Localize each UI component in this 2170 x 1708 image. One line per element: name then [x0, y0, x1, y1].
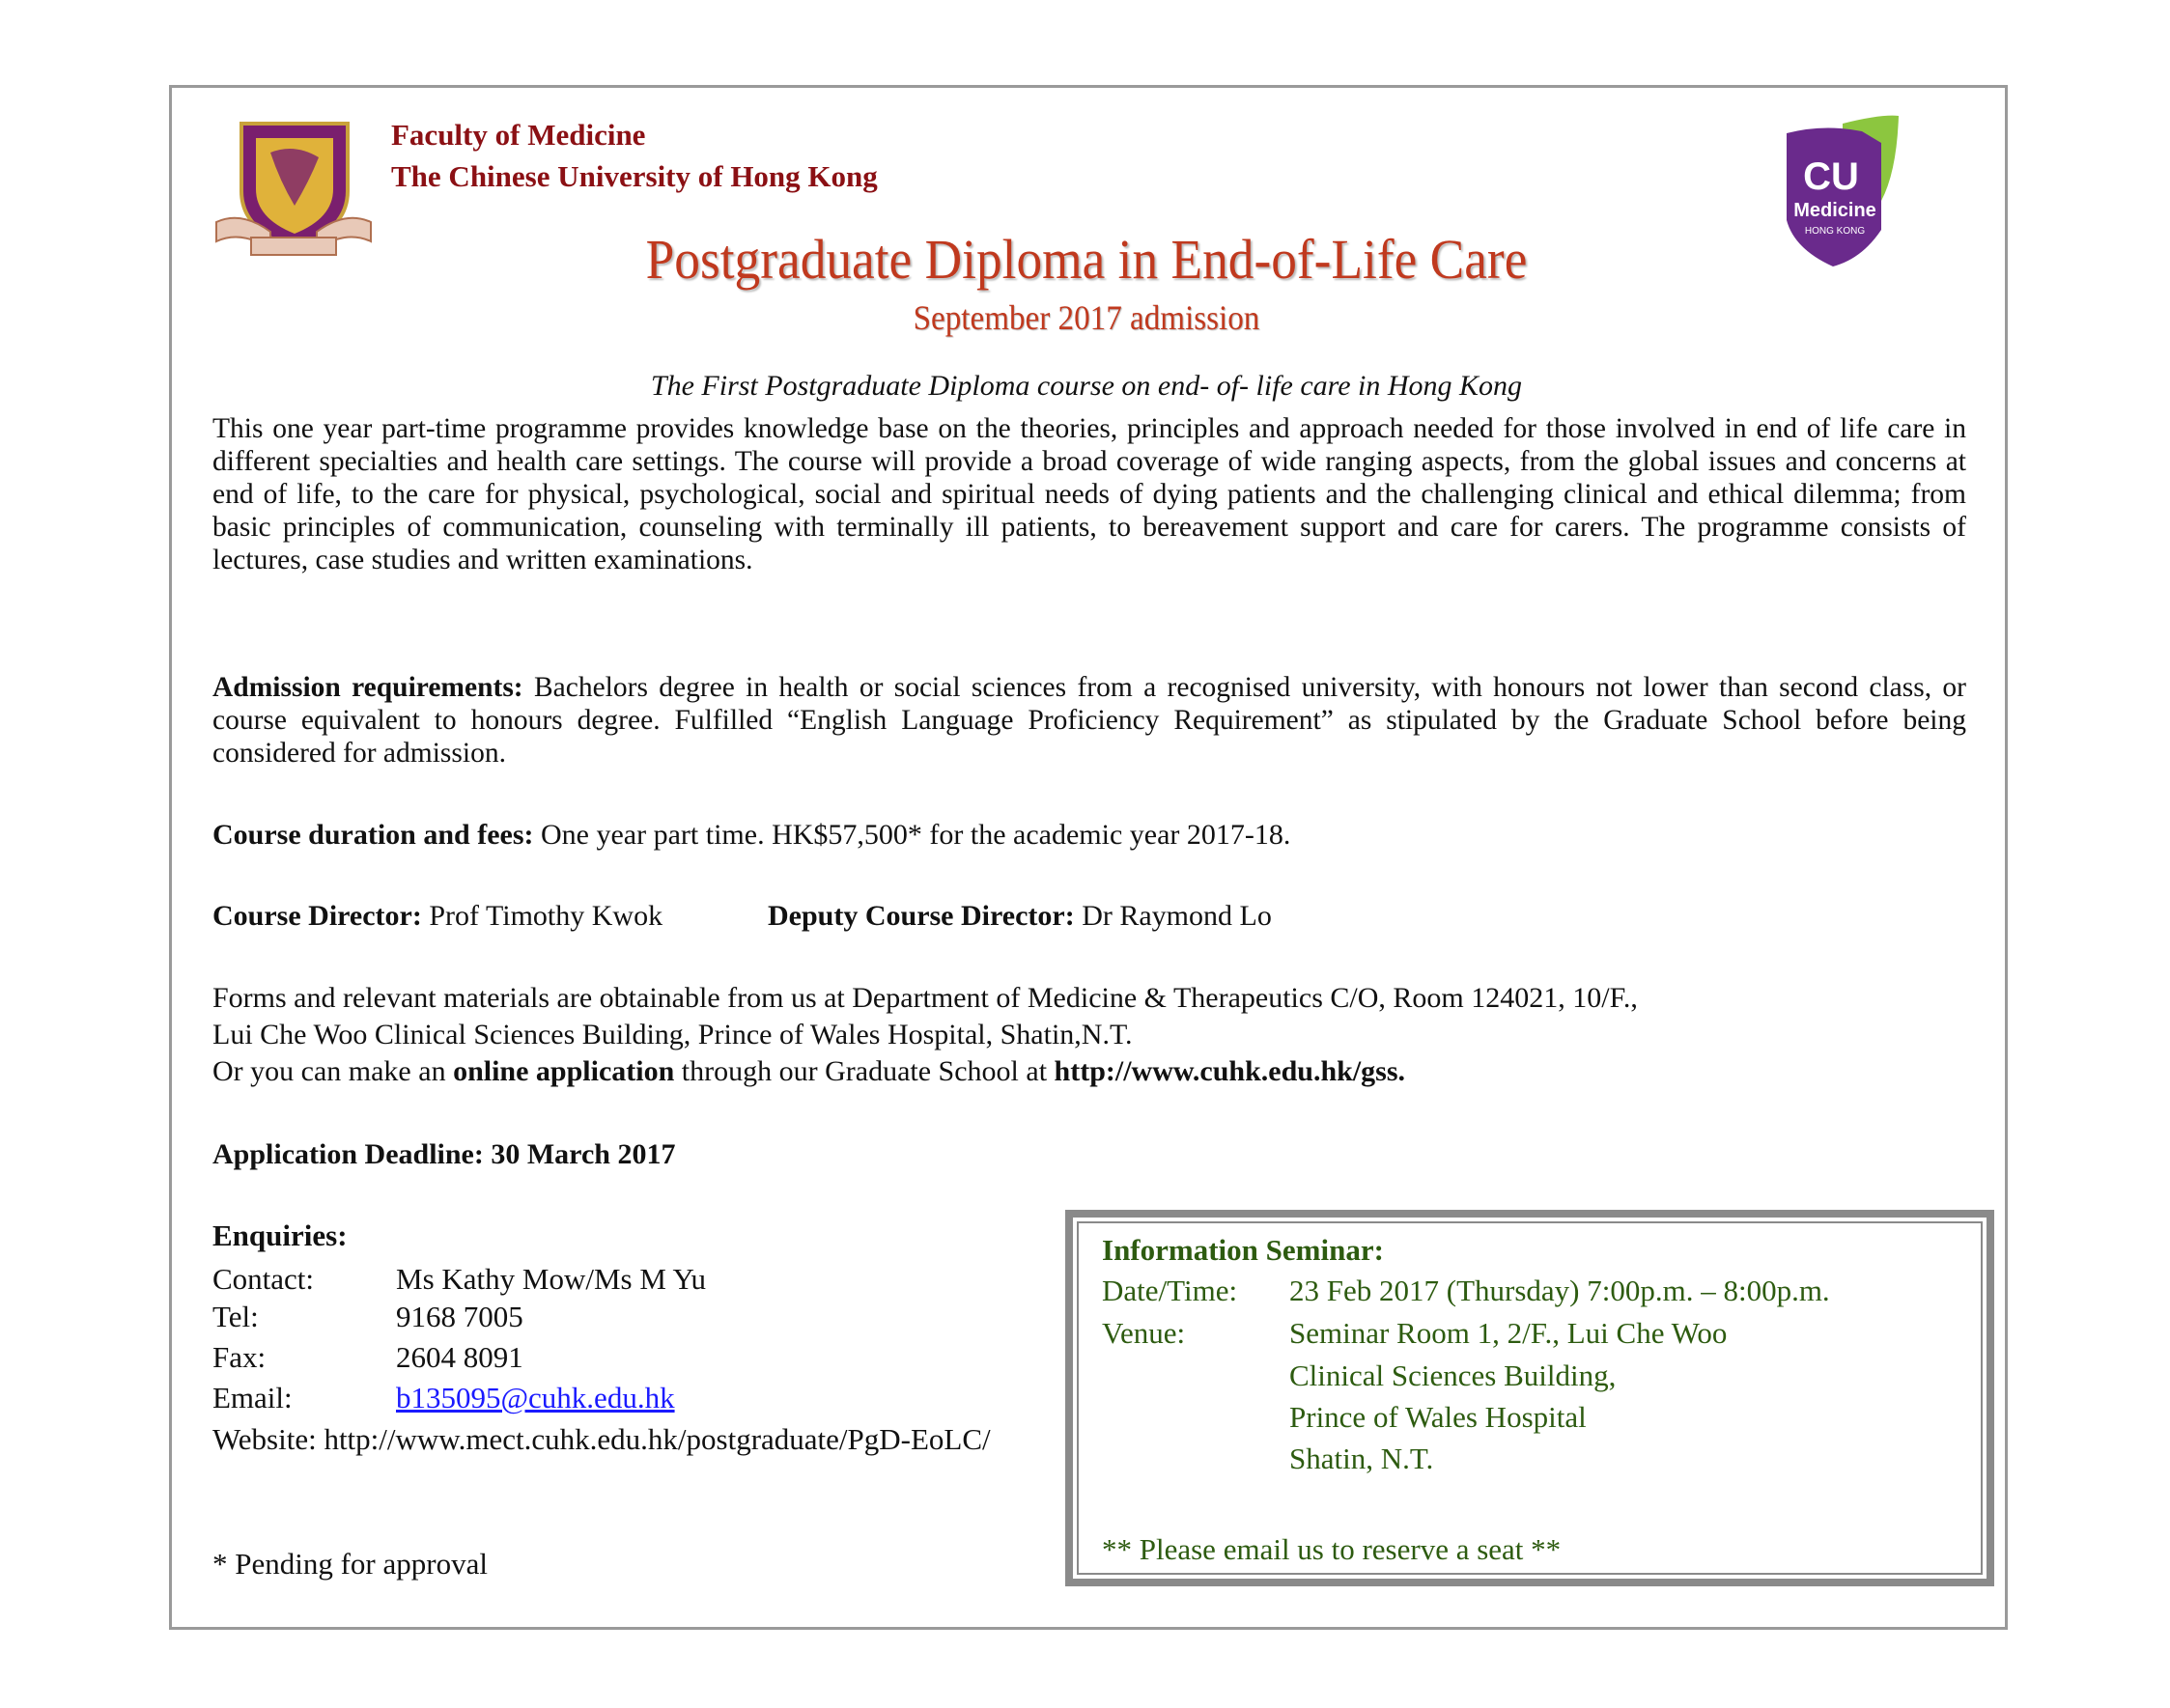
seminar-venue-row: [1102, 1316, 1728, 1351]
faculty-line-1: Faculty of Medicine: [391, 118, 646, 152]
logo-hk-text: HONG KONG: [1804, 226, 1866, 237]
duration-text: One year part time. HK$57,500* for the academic year 2017-18.: [533, 819, 1291, 851]
seminar-date-label: Date/Time:: [1102, 1274, 1238, 1307]
information-seminar-box: [1065, 1210, 1994, 1586]
faculty-line-2: The Chinese University of Hong Kong: [391, 159, 878, 193]
enquiry-email-row: [212, 1381, 675, 1415]
fax-value: 2604 8091: [396, 1340, 523, 1374]
enquiry-tel-row: [212, 1300, 523, 1334]
tel-value: 9168 7005: [396, 1300, 523, 1333]
email-link[interactable]: b135095@cuhk.edu.hk: [396, 1381, 675, 1414]
enquiry-contact-row: [212, 1262, 706, 1297]
seminar-venue-label: Venue:: [1102, 1316, 1186, 1350]
tagline: The First Postgraduate Diploma course on end- of- life care in Hong Kong: [650, 370, 1523, 402]
logo-cu-text: CU: [1803, 155, 1859, 198]
director-name: Prof Timothy Kwok: [421, 900, 663, 932]
seminar-date-row: [1102, 1274, 1830, 1308]
intro-paragraph: This one year part-time programme provides knowledge base on the theories, principles and approach needed for those involved in end of life care in different specialties and health care settings. The course will provide a broad coverage of wide ranging aspects, from the global issues and concerns at end of life, to the care for physical, psychological, social and spiritual needs of dying patients and the challenging clinical and ethical dilemma; from basic principles of communication, counseling with terminally ill patients, to bereavement support and care for carers. The programme consists of lectures, case studies and written examinations.: [212, 413, 1966, 575]
contact-label: Contact:: [212, 1262, 315, 1296]
seminar-reserve-note: ** Please email us to reserve a seat **: [1102, 1532, 1562, 1566]
enquiry-fax-row: [212, 1340, 523, 1375]
application-deadline: Application Deadline: 30 March 2017: [212, 1138, 676, 1170]
director-label: Course Director:: [212, 900, 422, 932]
duration-line: [212, 817, 1290, 854]
seminar-venue-line-3: Prince of Wales Hospital: [1289, 1400, 1587, 1434]
tel-label: Tel:: [212, 1300, 259, 1333]
enquiries-heading: Enquiries:: [212, 1218, 348, 1252]
seminar-title: Information Seminar:: [1102, 1233, 1384, 1267]
deputy-line: [768, 898, 1272, 935]
enquiry-website[interactable]: Website: http://www.mect.cuhk.edu.hk/postgraduate/PgD-EoLC/: [212, 1422, 991, 1456]
admission-paragraph: [212, 671, 1966, 770]
logo-medicine-text: Medicine: [1793, 200, 1876, 221]
fax-label: Fax:: [212, 1340, 267, 1374]
seminar-venue-line-2: Clinical Sciences Building,: [1289, 1358, 1617, 1392]
gss-url-link[interactable]: http://www.cuhk.edu.hk/gss.: [1054, 1055, 1406, 1087]
directors-line: [212, 898, 662, 935]
contact-value: Ms Kathy Mow/Ms M Yu: [396, 1262, 706, 1296]
online-application-text: online application: [453, 1055, 675, 1087]
duration-label: Course duration and fees:: [212, 819, 534, 851]
forms-line-2: Lui Che Woo Clinical Sciences Building, Prince of Wales Hospital, Shatin,N.T.: [212, 1019, 1133, 1050]
admission-label: Admission requirements:: [212, 672, 523, 703]
forms-line-3: [212, 1053, 1405, 1090]
page-subtitle: September 2017 admission: [913, 298, 1260, 337]
seminar-inner: [1077, 1221, 1983, 1575]
deputy-label: Deputy Course Director:: [768, 900, 1075, 932]
forms-line-1: Forms and relevant materials are obtainable from us at Department of Medicine & Therapeutics C/O, Room 124021, 10/F.,: [212, 982, 1638, 1014]
faculty-heading: [391, 114, 878, 197]
seminar-venue-line-1: Seminar Room 1, 2/F., Lui Che Woo: [1289, 1316, 1728, 1350]
email-label: Email:: [212, 1381, 293, 1414]
page-title: Postgraduate Diploma in End-of-Life Care: [645, 228, 1528, 291]
forms-line-3-pre: Or you can make an: [212, 1055, 454, 1087]
seminar-date-value: 23 Feb 2017 (Thursday) 7:00p.m. – 8:00p.m.: [1289, 1274, 1830, 1307]
forms-line-3-mid: through our Graduate School at: [674, 1055, 1055, 1087]
footnote: * Pending for approval: [212, 1547, 488, 1581]
seminar-venue-line-4: Shatin, N.T.: [1289, 1442, 1434, 1475]
deputy-name: Dr Raymond Lo: [1074, 900, 1272, 932]
admission-text: Bachelors degree in health or social sciences from a recognised university, with honours not lower than second class, or course equivalent to honours degree. Fulfilled “English Language Proficiency Requirement” as stipulated by the Graduate School before being considered for admission.: [212, 672, 1967, 769]
